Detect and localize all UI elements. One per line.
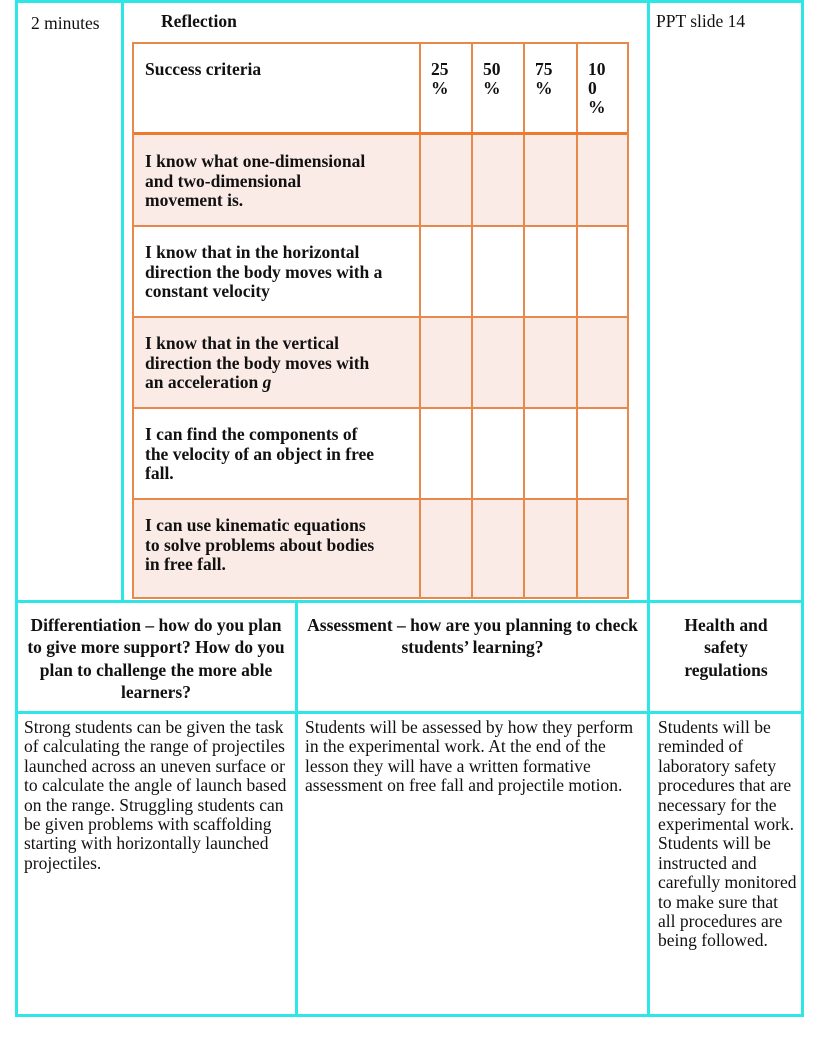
assessment-content: Students will be assessed by how they perform in the experimental work. At the end of the lesson they will have a written formative assessment on free fall and projectile motion. xyxy=(305,717,634,796)
criterion-2-line-2: direction the body moves with a xyxy=(145,261,383,282)
criteria-header-label: Success criteria xyxy=(145,59,262,79)
col-line-75 xyxy=(523,44,525,597)
criterion-1-line-2: and two-dimensional xyxy=(145,170,302,191)
outer-border-left xyxy=(15,0,18,1017)
criterion-1 xyxy=(145,152,415,211)
health-safety-content: Students will be reminded of laboratory safety procedures that are necessary for the experimental work. Students will be instructed and carefully monitored to make sure that all procedures are being followed. xyxy=(658,717,797,951)
differentiation-header: Differentiation – how do you plan to give more support? How do you plan to challenge the more able learners? xyxy=(27,615,285,703)
header-25-percent: 25 % xyxy=(431,59,449,98)
criterion-4-line-1: I can find the components of xyxy=(145,424,358,444)
criterion-1-line-3: movement is. xyxy=(145,190,244,211)
criterion-5 xyxy=(145,516,415,575)
col-line-100 xyxy=(576,44,578,597)
criterion-4 xyxy=(145,425,415,484)
col-line-25 xyxy=(419,44,421,597)
criterion-2-line-1: I know that in the horizontal xyxy=(145,242,360,262)
assessment-header: Assessment – how are you planning to check students’ learning? xyxy=(307,615,638,658)
outer-border-top xyxy=(15,0,804,3)
col-divider-resources xyxy=(647,0,650,1017)
criterion-3 xyxy=(145,334,415,393)
criterion-4-line-3: fall. xyxy=(145,463,174,484)
criterion-4-line-2: the velocity of an object in free xyxy=(145,443,375,464)
criterion-5-line-2: to solve problems about bodies xyxy=(145,534,375,555)
criterion-1-line-1: I know what one-dimensional xyxy=(145,151,366,171)
criterion-5-line-1: I can use kinematic equations xyxy=(145,515,366,535)
differentiation-content: Strong students can be given the task of calculating the range of projectiles launched across an uneven surface or to calculate the angle of launch based on the range. Struggling students can be given problems with scaffolding starting with horizontally launched projectiles. xyxy=(24,717,287,873)
row-line-3 xyxy=(134,407,627,409)
col-divider-assessment xyxy=(295,601,298,1017)
stage-title: Reflection xyxy=(161,11,237,31)
header-100-percent: 10 0 % xyxy=(588,59,606,117)
criterion-5-line-3: in free fall. xyxy=(145,554,226,575)
success-criteria-table xyxy=(132,42,629,599)
row-line-1 xyxy=(134,225,627,227)
header-50-percent: 50 % xyxy=(483,59,501,98)
health-safety-header: Health and safety regulations xyxy=(684,615,768,680)
row-divider-2 xyxy=(15,711,804,714)
row-line-2 xyxy=(134,316,627,318)
row-divider-1 xyxy=(15,600,804,603)
header-underline xyxy=(134,132,627,135)
col-line-50 xyxy=(471,44,473,597)
criterion-3-line-2: direction the body moves with xyxy=(145,352,370,373)
outer-border-bottom xyxy=(15,1014,804,1017)
outer-border-right xyxy=(801,0,804,1017)
row-line-4 xyxy=(134,498,627,500)
criterion-2 xyxy=(145,243,415,302)
acceleration-symbol: g xyxy=(262,372,272,393)
header-75-percent: 75 % xyxy=(535,59,553,98)
time-cell: 2 minutes xyxy=(31,13,100,33)
resources-cell: PPT slide 14 xyxy=(656,11,746,31)
criterion-3-line-3 xyxy=(145,373,415,393)
col-divider-time xyxy=(121,0,124,602)
criterion-3-line-1: I know that in the vertical xyxy=(145,333,339,353)
criterion-2-line-3: constant velocity xyxy=(145,281,270,302)
criterion-3-line-3-text: an acceleration xyxy=(145,372,263,393)
